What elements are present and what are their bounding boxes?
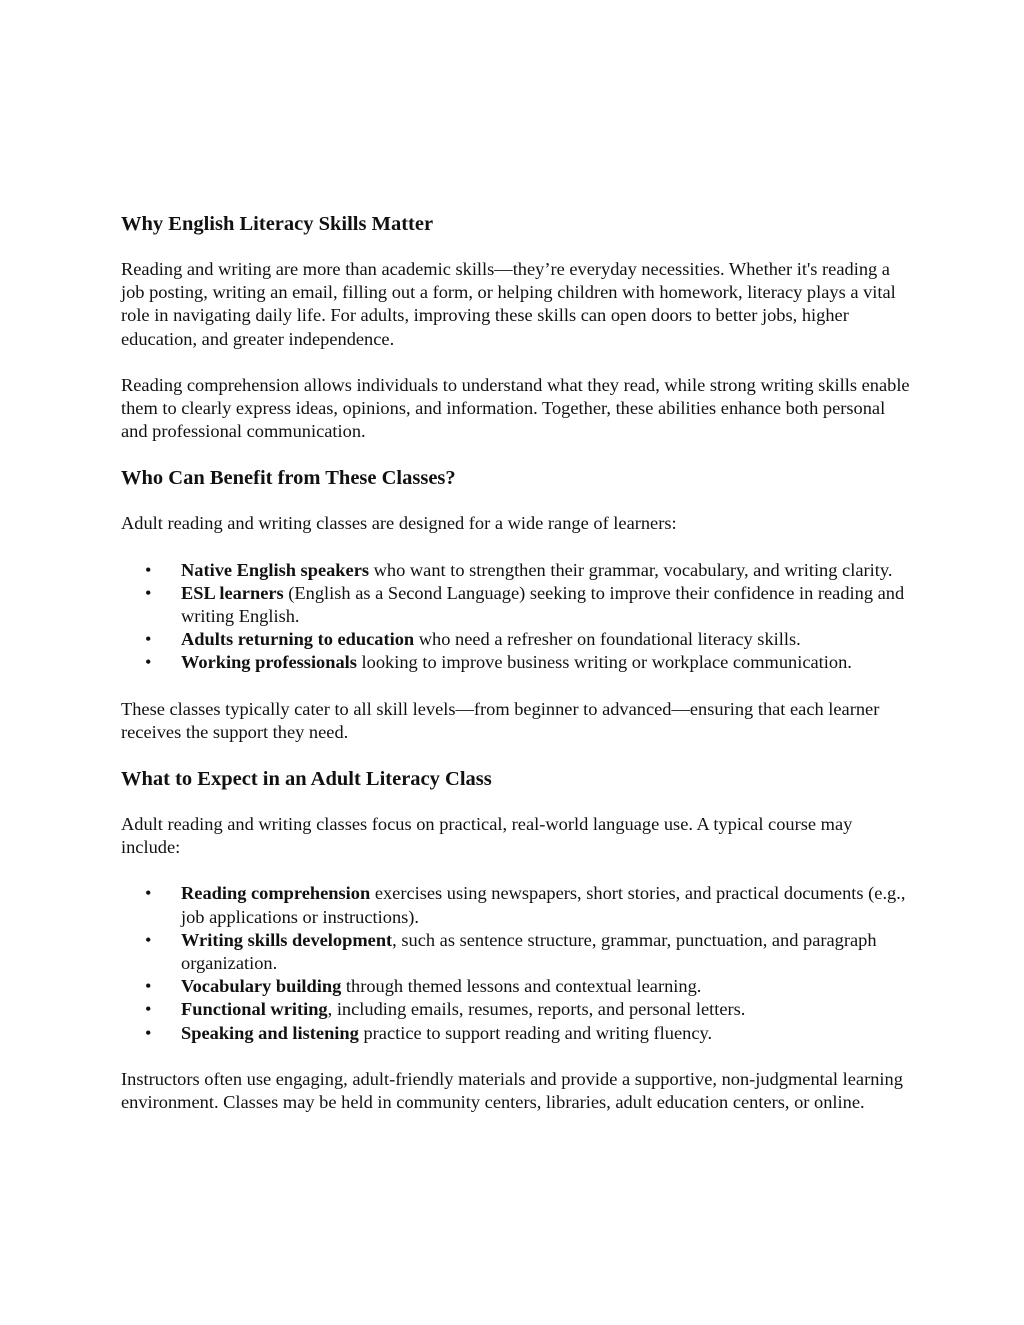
list-item <box>121 882 911 928</box>
list-item-lead: Adults returning to education <box>181 629 415 650</box>
list-item-lead: Working professionals <box>181 652 357 673</box>
list-item-text: through themed lessons and contextual learning. <box>341 976 702 997</box>
paragraph: Reading comprehension allows individuals to understand what they read, while strong writing skills enable them to clearly express ideas, opinions, and information. Together, these abilities enhance both personal and professional communication. <box>121 374 910 442</box>
list-item-lead: Vocabulary building <box>181 976 342 997</box>
list-item-text: looking to improve business writing or workplace communication. <box>356 652 852 673</box>
list-item-text: (English as a Second Language) seeking to improve their confidence in reading and writing English. <box>181 582 905 627</box>
section-heading: Who Can Benefit from These Classes? <box>121 467 456 490</box>
list-item-text: exercises using newspapers, short stories, and practical documents (e.g., job applications or instructions). <box>181 883 906 927</box>
paragraph: Adult reading and writing classes focus on practical, real-world language use. A typical course may include: <box>121 814 853 858</box>
list-item-lead: Native English speakers <box>181 559 370 580</box>
paragraph: Adult reading and writing classes are designed for a wide range of learners: <box>121 513 677 534</box>
bullet-list <box>121 882 911 1044</box>
list-item <box>121 628 911 651</box>
list-item-lead: Speaking and listening <box>181 1022 359 1043</box>
list-item-lead: Writing skills development <box>181 929 393 950</box>
list-item <box>121 559 911 582</box>
document-page <box>121 212 911 1137</box>
section-who-benefits <box>121 466 911 744</box>
paragraph: Instructors often use engaging, adult-friendly materials and provide a supportive, non-judgmental learning environment. Classes may be held in community centers, libraries, adult education centers, or online. <box>121 1068 903 1113</box>
list-item-text: who want to strengthen their grammar, vocabulary, and writing clarity. <box>369 559 893 580</box>
list-item-lead: Functional writing <box>181 999 328 1020</box>
paragraph: Reading and writing are more than academic skills—they’re everyday necessities. Whether it's reading a job posting, writing an email, filling out a form, or helping children with homework, literacy plays a vital role in navigating daily life. For adults, improving these skills can open doors to better jobs, higher education, and greater independence. <box>121 259 896 349</box>
section-what-to-expect <box>121 767 911 1114</box>
list-item <box>121 582 911 628</box>
list-item <box>121 975 911 998</box>
list-item <box>121 929 911 975</box>
section-heading: Why English Literacy Skills Matter <box>121 213 434 235</box>
paragraph: These classes typically cater to all skill levels—from beginner to advanced—ensuring that each learner receives the support they need. <box>121 698 880 742</box>
list-item-text: , including emails, resumes, reports, and personal letters. <box>327 999 746 1020</box>
list-item-lead: Reading comprehension <box>181 883 371 904</box>
list-item <box>121 1022 911 1045</box>
list-item <box>121 998 911 1021</box>
list-item-text: practice to support reading and writing fluency. <box>358 1022 713 1043</box>
list-item <box>121 651 911 674</box>
section-why-literacy <box>121 212 911 443</box>
list-item-lead: ESL learners <box>181 582 284 603</box>
bullet-list <box>121 559 911 675</box>
list-item-text: who need a refresher on foundational literacy skills. <box>414 629 801 650</box>
list-item-text: , such as sentence structure, grammar, punctuation, and paragraph organization. <box>181 929 877 974</box>
section-heading: What to Expect in an Adult Literacy Class <box>121 768 492 791</box>
